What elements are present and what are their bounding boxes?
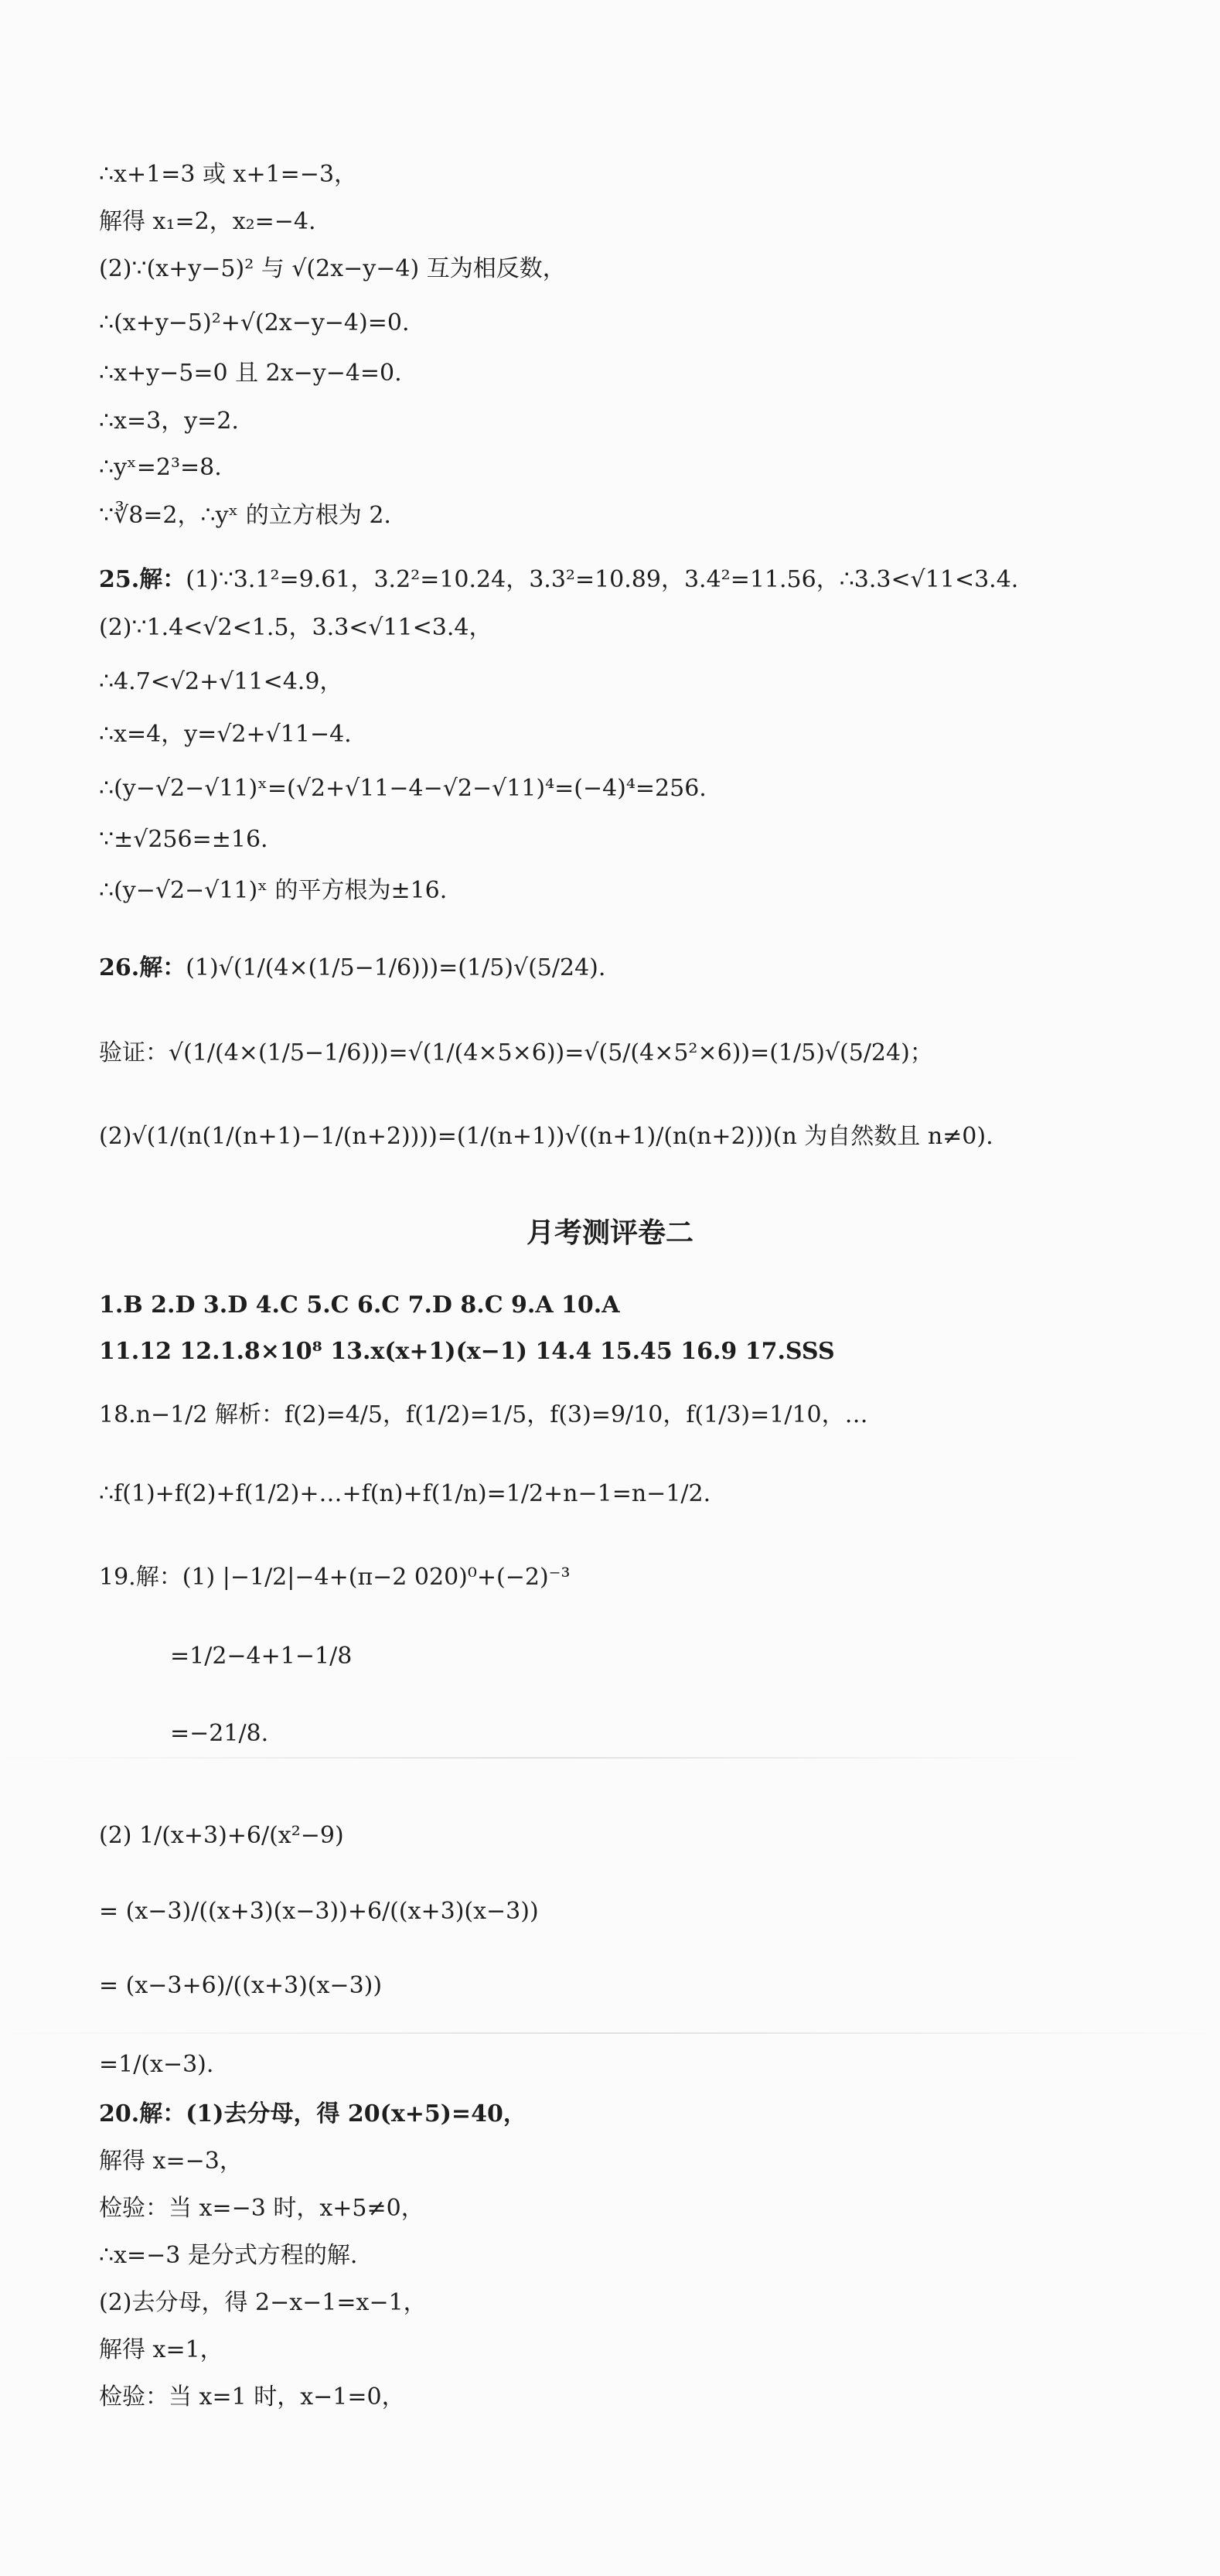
q20-line: 检验：当 x=1 时，x−1=0， bbox=[99, 2383, 405, 2411]
q20-line: 解得 x=1， bbox=[99, 2336, 223, 2363]
q25-line: ∴(y−√2−√11)ˣ 的平方根为±16. bbox=[99, 877, 448, 904]
q19-line: (2) 1/(x+3)+6/(x²−9) bbox=[99, 1822, 344, 1849]
q25-text: (1)∵3.1²=9.61，3.2²=10.24，3.3²=10.89，3.4²=11.56，∴3.3<√11<3.4. bbox=[186, 566, 1019, 593]
q19-line: =1/2−4+1−1/8 bbox=[170, 1643, 353, 1670]
q25-line: ∴4.7<√2+√11<4.9， bbox=[99, 668, 343, 695]
line: ∴x=3，y=2. bbox=[99, 408, 239, 435]
q19-line: = (x−3)/((x+3)(x−3))+6/((x+3)(x−3)) bbox=[99, 1898, 539, 1925]
line: ∴x+1=3 或 x+1=−3， bbox=[99, 161, 358, 188]
q25-label: 25.解： bbox=[99, 566, 186, 593]
q26-line: 验证：√(1/(4×(1/5−1/6)))=√(1/(4×5×6))=√(5/(4×5²×6))=(1/5)√(5/24)； bbox=[99, 1039, 933, 1066]
q19-line: =1/(x−3). bbox=[99, 2051, 214, 2078]
q25-line: ∴(y−√2−√11)ˣ=(√2+√11−4−√2−√11)⁴=(−4)⁴=256. bbox=[99, 775, 707, 802]
q25-line bbox=[99, 563, 1174, 597]
line: ∴(x+y−5)²+√(2x−y−4)=0. bbox=[99, 309, 410, 336]
q26-line: (2)√(1/(n(1/(n+1)−1/(n+2))))=(1/(n+1))√((n+1)/(n(n+2)))(n 为自然数且 n≠0). bbox=[99, 1123, 993, 1150]
answers-row: 11.12 12.1.8×10⁸ 13.x(x+1)(x−1) 14.4 15.45 16.9 17.SSS bbox=[99, 1338, 835, 1365]
line: ∴x+y−5=0 且 2x−y−4=0. bbox=[99, 360, 402, 387]
q26-label: 26.解： bbox=[99, 954, 186, 981]
q18-line: ∴f(1)+f(2)+f(1/2)+…+f(n)+f(1/n)=1/2+n−1=n−1/2. bbox=[99, 1480, 711, 1507]
q20-line: ∴x=−3 是分式方程的解. bbox=[99, 2242, 358, 2269]
line: 解得 x₁=2，x₂=−4. bbox=[99, 208, 316, 235]
q25-line: ∴x=4，y=√2+√11−4. bbox=[99, 721, 352, 748]
q25-line: ∵±√256=±16. bbox=[99, 826, 268, 853]
q26-text: (1)√(1/(4×(1/5−1/6)))=(1/5)√(5/24). bbox=[186, 954, 606, 981]
q20-line: 20.解：(1)去分母，得 20(x+5)=40， bbox=[99, 2100, 527, 2127]
q20-line: (2)去分母，得 2−x−1=x−1， bbox=[99, 2289, 427, 2316]
q19-line: 19.解：(1) |−1/2|−4+(π−2 020)⁰+(−2)⁻³ bbox=[99, 1564, 571, 1591]
line: ∵∛8=2，∴yˣ 的立方根为 2. bbox=[99, 502, 391, 529]
q20-line: 检验：当 x=−3 时，x+5≠0， bbox=[99, 2195, 424, 2222]
q20-line: 解得 x=−3， bbox=[99, 2148, 243, 2175]
section-title: 月考测评卷二 bbox=[526, 1217, 693, 1249]
scan-crease bbox=[0, 1757, 1082, 1759]
line: ∴yˣ=2³=8. bbox=[99, 454, 222, 481]
q18-line: 18.n−1/2 解析：f(2)=4/5，f(1/2)=1/5，f(3)=9/10，f(1/3)=1/10，… bbox=[99, 1401, 868, 1428]
line: (2)∵(x+y−5)² 与 √(2x−y−4) 互为相反数， bbox=[99, 255, 566, 282]
answers-row: 1.B 2.D 3.D 4.C 5.C 6.C 7.D 8.C 9.A 10.A bbox=[99, 1291, 620, 1319]
q25-line: (2)∵1.4<√2<1.5，3.3<√11<3.4， bbox=[99, 614, 492, 641]
q26-line bbox=[99, 951, 1174, 985]
scan-crease bbox=[0, 2032, 1220, 2034]
q19-line: = (x−3+6)/((x+3)(x−3)) bbox=[99, 1972, 383, 1999]
q19-line: =−21/8. bbox=[170, 1720, 269, 1747]
